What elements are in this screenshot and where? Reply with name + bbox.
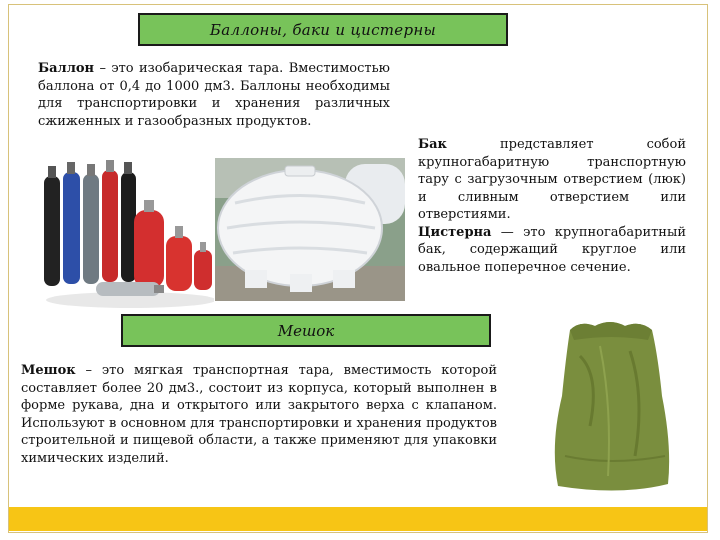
meshok-definition: – это мягкая транспортная тара, вместимость которой составляет более 20 дм3., состоит из корпуса, который выполнен в форме рукава, дна и открытого или закрытого верха с клапаном. Используют в основном для транспортировки и хранения продуктов строительной и пищевой области, а также применяют для упаковки химических изделий. [21, 363, 497, 466]
slide-title-box [138, 13, 508, 46]
meshok-term: Мешок [21, 363, 76, 378]
white-plastic-tank-photo [215, 158, 405, 301]
section-title: Мешок [277, 321, 335, 340]
gas-cylinders-photo [36, 158, 214, 310]
balloon-paragraph [38, 60, 390, 130]
cistern-definition: — это крупногабаритный бак, содержащий круглое или овальное поперечное сечение. [418, 224, 686, 275]
section-title-box [121, 314, 491, 347]
meshok-paragraph [21, 362, 497, 467]
green-woven-sack-photo [540, 316, 690, 500]
balloon-definition: – это изобарическая тара. Вместимостью баллона от 0,4 до 1000 дм3. Баллоны необходимы для транспортировки и хранения различных сжиженных и газообразных продуктов. [38, 61, 390, 129]
slide-title: Баллоны, баки и цистерны [209, 20, 437, 39]
bak-definition: представляет собой крупногабаритную транспортную тару с загрузочным отверстием (люк) и сливным отверстием или отверстиями. [418, 137, 686, 222]
bak-term: Бак [418, 137, 447, 152]
bak-cistern-paragraph [418, 136, 686, 276]
balloon-term: Баллон [38, 61, 95, 76]
bottom-accent-bar [9, 507, 707, 531]
cistern-term: Цистерна [418, 224, 492, 240]
